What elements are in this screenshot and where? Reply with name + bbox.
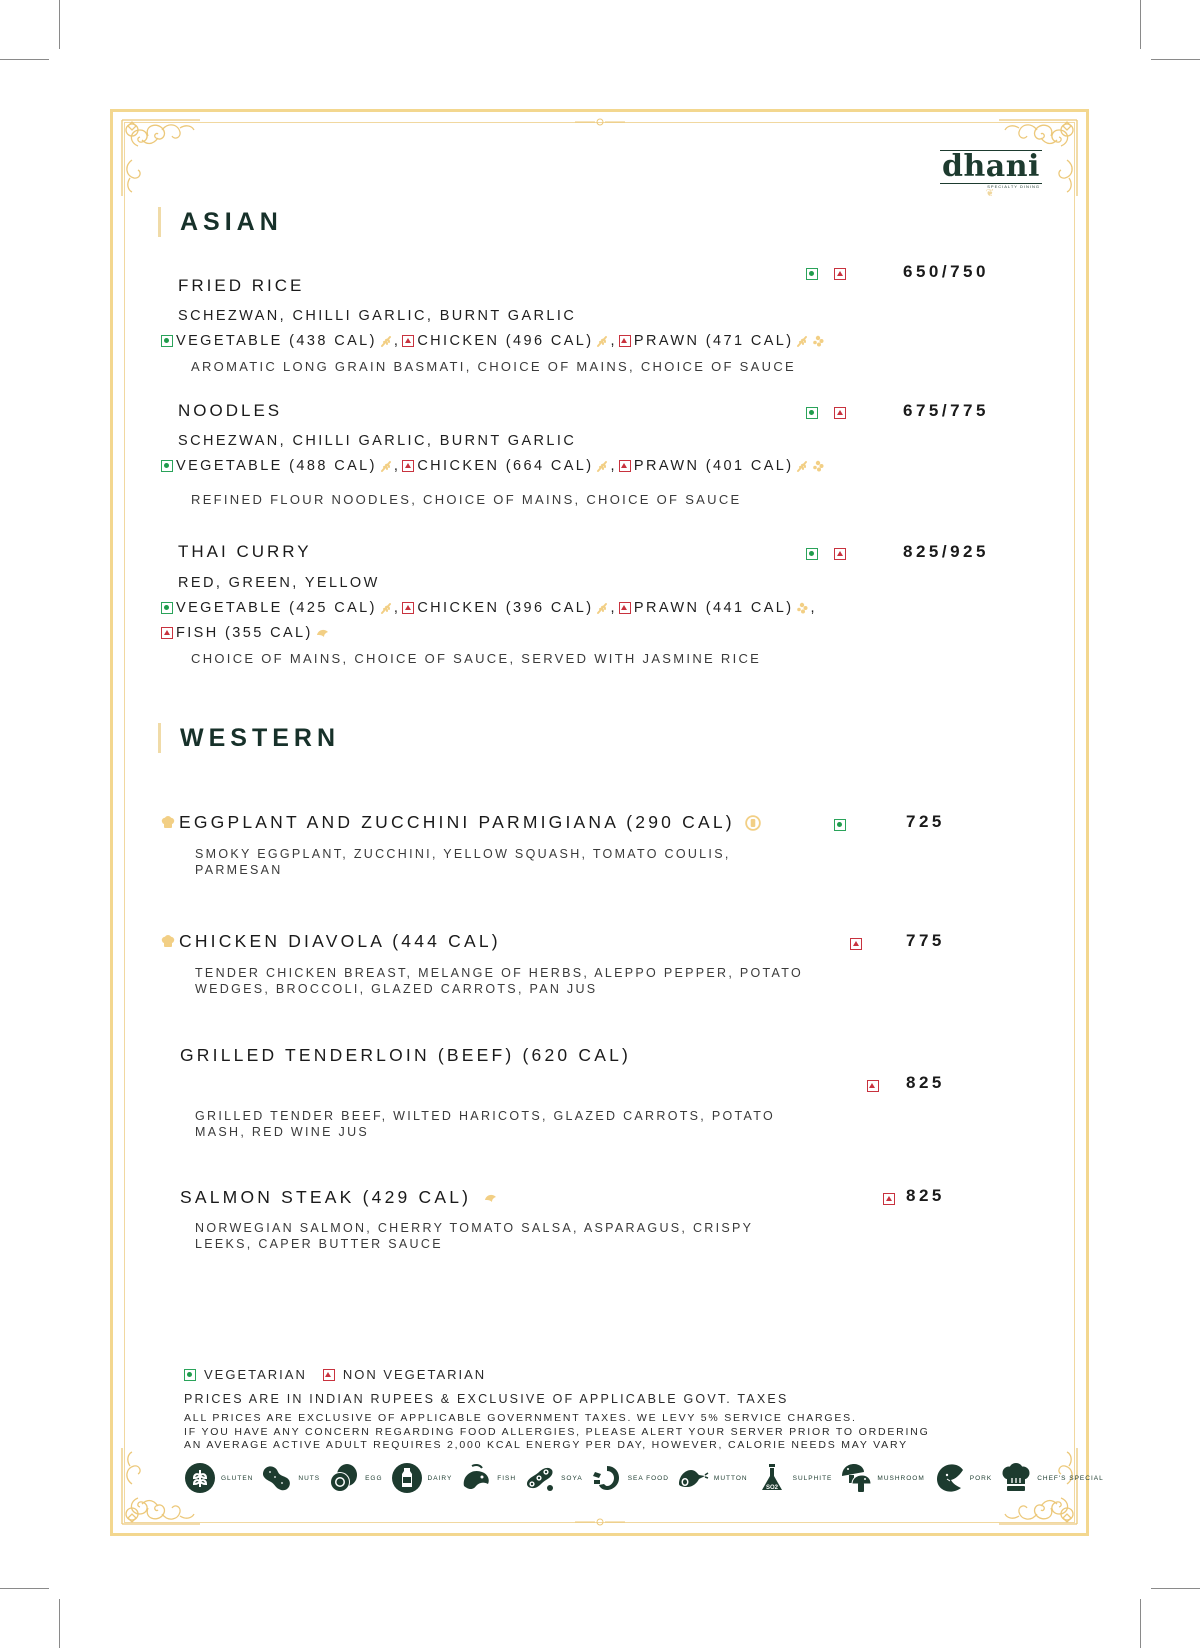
allergen-label: EGG xyxy=(365,1474,383,1482)
item-options: VEGETABLE (425 CAL) , CHICKEN (396 CAL) , PRAWN (441 CAL) , xyxy=(161,600,819,616)
crop-mark-top-right-h xyxy=(1151,59,1200,60)
allergen-item xyxy=(933,1462,992,1494)
footer-note: ALL PRICES ARE EXCLUSIVE OF APPLICABLE GOVERNMENT TAXES. WE LEVY 5% SERVICE CHARGES. xyxy=(184,1412,857,1424)
footer-note: IF YOU HAVE ANY CONCERN REGARDING FOOD ALLERGIES, PLEASE ALERT YOUR SERVER PRIOR TO ORDERING xyxy=(184,1425,930,1438)
item-price: 675/775 xyxy=(903,401,989,420)
gluten-icon xyxy=(595,601,609,615)
allergen-label: FISH xyxy=(497,1474,517,1482)
item-name: SALMON STEAK (429 CAL) xyxy=(180,1187,472,1207)
diet-marks xyxy=(806,404,846,422)
item-description: AROMATIC LONG GRAIN BASMATI, CHOICE OF MAINS, CHOICE OF SAUCE xyxy=(191,359,796,374)
logo-ornament-icon: ❦ xyxy=(985,188,995,199)
chefs-special-icon xyxy=(1000,1462,1032,1494)
item-name: EGGPLANT AND ZUCCHINI PARMIGIANA (290 CAL) xyxy=(179,812,735,832)
allergen-item xyxy=(1000,1462,1104,1494)
sea-food-icon xyxy=(795,601,809,615)
item-name: NOODLES xyxy=(178,401,283,420)
item-description: TENDER CHICKEN BREAST, MELANGE OF HERBS, ALEPPO PEPPER, POTATO WEDGES, BROCCOLI, GLAZED CARROTS, PAN JUS xyxy=(195,966,803,996)
section-accent-bar xyxy=(158,723,161,753)
svg-text:SO2: SO2 xyxy=(765,1485,778,1491)
item-options: VEGETABLE (438 CAL) , CHICKEN (496 CAL) , PRAWN (471 CAL) xyxy=(161,333,825,349)
nonveg-mark-icon xyxy=(161,627,173,639)
item-price: 825 xyxy=(906,1073,945,1092)
nonveg-mark-icon xyxy=(834,548,846,560)
veg-mark-icon xyxy=(806,407,818,419)
item-description: NORWEGIAN SALMON, CHERRY TOMATO SALSA, ASPARAGUS, CRISPY LEEKS, CAPER BUTTER SAUCE xyxy=(195,1221,754,1251)
gluten-icon xyxy=(595,334,609,348)
crop-mark-bottom-left-h xyxy=(0,1588,49,1589)
item-options-line-2 xyxy=(161,625,329,641)
item-description: SMOKY EGGPLANT, ZUCCHINI, YELLOW SQUASH, TOMATO COULIS, PARMESAN xyxy=(195,847,731,877)
item-price: 725 xyxy=(906,812,945,831)
allergen-item xyxy=(591,1462,669,1494)
gluten-icon xyxy=(184,1462,216,1494)
nonveg-mark-icon xyxy=(867,1080,879,1092)
option-label: VEGETABLE (438 CAL) xyxy=(176,333,377,349)
fish-icon xyxy=(315,626,329,640)
gluten-icon xyxy=(379,601,393,615)
dairy-icon xyxy=(745,815,761,831)
diet-legend xyxy=(184,1367,486,1382)
item-name: FRIED RICE xyxy=(178,276,305,295)
crop-mark-top-left-v xyxy=(59,0,60,49)
option-label: PRAWN (401 CAL) xyxy=(633,458,794,474)
nonveg-mark-icon xyxy=(883,1193,895,1205)
option-label: CHICKEN (396 CAL) xyxy=(417,600,594,616)
item-description: REFINED FLOUR NOODLES, CHOICE OF MAINS, CHOICE OF SAUCE xyxy=(191,492,742,507)
top-center-ornament-icon xyxy=(575,116,625,128)
sea-food-icon xyxy=(591,1462,623,1494)
veg-mark-icon xyxy=(806,548,818,560)
sulphite-icon xyxy=(756,1462,788,1494)
nonveg-mark-icon xyxy=(323,1369,335,1381)
pork-icon xyxy=(933,1462,965,1494)
allergen-item xyxy=(261,1462,320,1494)
gluten-icon xyxy=(595,459,609,473)
dairy-icon xyxy=(391,1462,423,1494)
veg-mark-icon xyxy=(161,602,173,614)
item-sauces: SCHEZWAN, CHILLI GARLIC, BURNT GARLIC xyxy=(178,308,577,324)
section-accent-bar xyxy=(158,207,161,237)
option-label: CHICKEN (496 CAL) xyxy=(417,333,594,349)
prices-note: PRICES ARE IN INDIAN RUPEES & EXCLUSIVE OF APPLICABLE GOVT. TAXES xyxy=(184,1392,789,1406)
allergen-item xyxy=(460,1462,516,1494)
section-title: WESTERN xyxy=(180,723,340,752)
item-sauces: RED, GREEN, YELLOW xyxy=(178,575,380,591)
item-options: VEGETABLE (488 CAL) , CHICKEN (664 CAL) , PRAWN (401 CAL) xyxy=(161,458,825,474)
item-price: 775 xyxy=(906,931,945,950)
allergen-legend xyxy=(184,1462,1112,1494)
chefs-special-icon xyxy=(160,815,176,831)
diet-marks xyxy=(806,265,846,283)
allergen-item xyxy=(524,1462,583,1494)
option-label: PRAWN (471 CAL) xyxy=(633,333,794,349)
gluten-icon xyxy=(795,459,809,473)
allergen-label: NUTS xyxy=(298,1474,321,1482)
veg-mark-icon xyxy=(806,268,818,280)
allergen-item xyxy=(391,1462,453,1494)
option-label: PRAWN (441 CAL) xyxy=(633,600,794,616)
allergen-label: MUTTON xyxy=(713,1474,748,1482)
brand-logo xyxy=(940,150,1040,199)
bottom-center-ornament-icon xyxy=(575,1516,625,1528)
nonveg-mark-icon xyxy=(402,602,414,614)
mushroom-icon xyxy=(840,1462,872,1494)
logo-wordmark: dhani xyxy=(942,149,1040,184)
item-price: 825 xyxy=(906,1186,945,1205)
nonveg-mark-icon xyxy=(619,460,631,472)
item-name: CHICKEN DIAVOLA (444 CAL) xyxy=(179,931,501,951)
option-label: FISH (355 CAL) xyxy=(176,625,313,641)
veg-mark-icon xyxy=(161,460,173,472)
allergen-item xyxy=(840,1462,924,1494)
corner-ornament-icon xyxy=(118,116,204,202)
sea-food-icon xyxy=(811,334,825,348)
item-price: 650/750 xyxy=(903,262,989,281)
footer-note: AN AVERAGE ACTIVE ADULT REQUIRES 2,000 KCAL ENERGY PER DAY, HOWEVER, CALORIE NEEDS MAY VARY xyxy=(184,1439,908,1451)
item-name: THAI CURRY xyxy=(178,542,312,561)
item-description: GRILLED TENDER BEEF, WILTED HARICOTS, GLAZED CARROTS, POTATO MASH, RED WINE JUS xyxy=(195,1109,775,1139)
nonveg-mark-icon xyxy=(834,407,846,419)
option-label: VEGETABLE (488 CAL) xyxy=(176,458,377,474)
section-heading-asian xyxy=(158,207,283,237)
allergen-label: SOYA xyxy=(561,1474,583,1482)
gluten-icon xyxy=(379,459,393,473)
allergen-label: CHEF'S SPECIAL xyxy=(1037,1474,1104,1482)
crop-mark-bottom-right-v xyxy=(1140,1599,1141,1648)
crop-mark-bottom-left-v xyxy=(59,1599,60,1648)
nuts-icon xyxy=(261,1462,293,1494)
allergen-item xyxy=(677,1462,748,1494)
allergen-label: SULPHITE xyxy=(792,1474,833,1482)
gluten-icon xyxy=(795,334,809,348)
logo-subtext: SPECIALTY DINING xyxy=(987,184,1040,189)
allergen-label: GLUTEN xyxy=(221,1474,254,1482)
allergen-label: DAIRY xyxy=(427,1474,453,1482)
fish-icon xyxy=(460,1462,492,1494)
nonveg-mark-icon xyxy=(619,335,631,347)
allergen-item xyxy=(756,1462,833,1494)
item-sauces: SCHEZWAN, CHILLI GARLIC, BURNT GARLIC xyxy=(178,433,577,449)
crop-mark-bottom-right-h xyxy=(1151,1588,1200,1589)
nonveg-mark-icon xyxy=(850,938,862,950)
section-title: ASIAN xyxy=(180,207,283,236)
menu-item-row xyxy=(160,812,761,833)
mutton-icon xyxy=(677,1462,709,1494)
crop-mark-top-right-v xyxy=(1140,0,1141,49)
option-label: VEGETABLE (425 CAL) xyxy=(176,600,377,616)
gluten-icon xyxy=(379,334,393,348)
item-name: GRILLED TENDERLOIN (BEEF) (620 CAL) xyxy=(180,1045,632,1065)
veg-mark-icon xyxy=(184,1369,196,1381)
veg-mark-icon xyxy=(161,335,173,347)
nonveg-mark-icon xyxy=(834,268,846,280)
legend-veg-label: VEGETARIAN xyxy=(204,1367,307,1382)
crop-mark-top-left-h xyxy=(0,59,49,60)
option-label: CHICKEN (664 CAL) xyxy=(417,458,594,474)
allergen-label: PORK xyxy=(969,1474,993,1482)
allergen-label: SEA FOOD xyxy=(627,1474,669,1482)
allergen-label: MUSHROOM xyxy=(877,1474,925,1482)
fish-icon xyxy=(483,1191,497,1205)
nonveg-mark-icon xyxy=(619,602,631,614)
soya-icon xyxy=(524,1462,556,1494)
item-price: 825/925 xyxy=(903,542,989,561)
section-heading-western xyxy=(158,723,340,753)
allergen-item xyxy=(328,1462,382,1494)
chefs-special-icon xyxy=(160,934,176,950)
egg-icon xyxy=(328,1462,360,1494)
sea-food-icon xyxy=(811,459,825,473)
allergen-item xyxy=(184,1462,253,1494)
menu-item-row xyxy=(180,1187,497,1208)
legend-nonveg-label: NON VEGETARIAN xyxy=(342,1367,487,1382)
veg-mark-icon xyxy=(834,819,846,831)
item-description: CHOICE OF MAINS, CHOICE OF SAUCE, SERVED WITH JASMINE RICE xyxy=(191,651,762,666)
nonveg-mark-icon xyxy=(402,460,414,472)
footer-notes xyxy=(184,1412,930,1453)
nonveg-mark-icon xyxy=(402,335,414,347)
menu-item-row xyxy=(160,931,501,952)
diet-marks xyxy=(806,545,846,563)
